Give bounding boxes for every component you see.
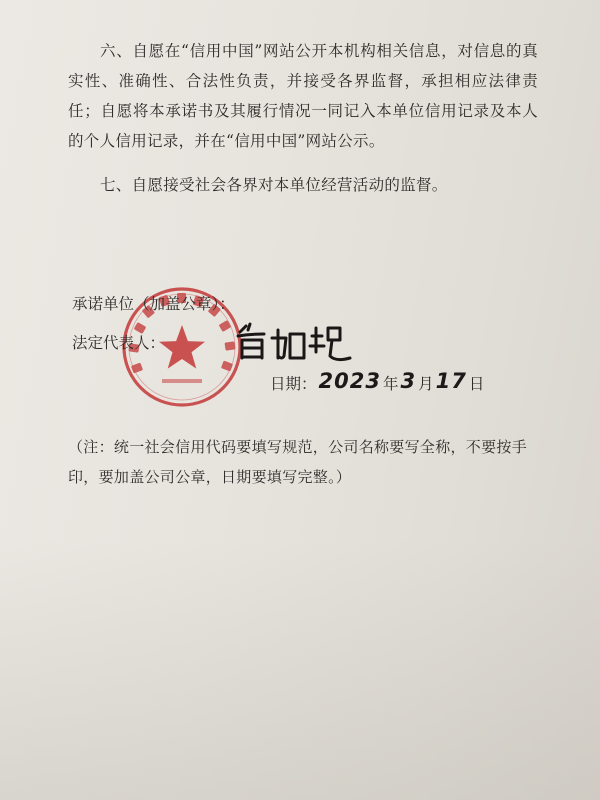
date-year-handwritten: 2023 (318, 369, 381, 393)
unit-label: 承诺单位（加盖公章）： (72, 295, 235, 313)
month-suffix: 月 (418, 375, 434, 393)
clause-six: 六、自愿在“信用中国”网站公开本机构相关信息，对信息的真实性、准确性、合法性负责，并接受各界监督，承担相应法律责任；自愿将本承诺书及其履行情况一同记入本单位信用记录及本人的个人信用记录，并在“信用中国”网站公示。 (68, 42, 538, 150)
handwritten-signature (232, 318, 357, 366)
footnote: （注：统一社会信用代码要填写规范，公司名称要写全称，不要按手印，要加盖公司公章，日期要填写完整。） (68, 438, 528, 486)
legal-rep-label: 法定代表人： (72, 334, 166, 352)
paper-shadow (0, 540, 600, 800)
date-day-handwritten: 17 (435, 369, 467, 393)
year-suffix: 年 (382, 375, 399, 393)
date-label: 日期： (270, 375, 317, 393)
commitment-body (68, 36, 538, 200)
clause-seven: 七、自愿接受社会各界对本单位经营活动的监督。 (100, 176, 448, 194)
day-suffix: 日 (468, 375, 485, 393)
date-month-handwritten: 3 (400, 369, 417, 393)
date-line (270, 366, 484, 400)
